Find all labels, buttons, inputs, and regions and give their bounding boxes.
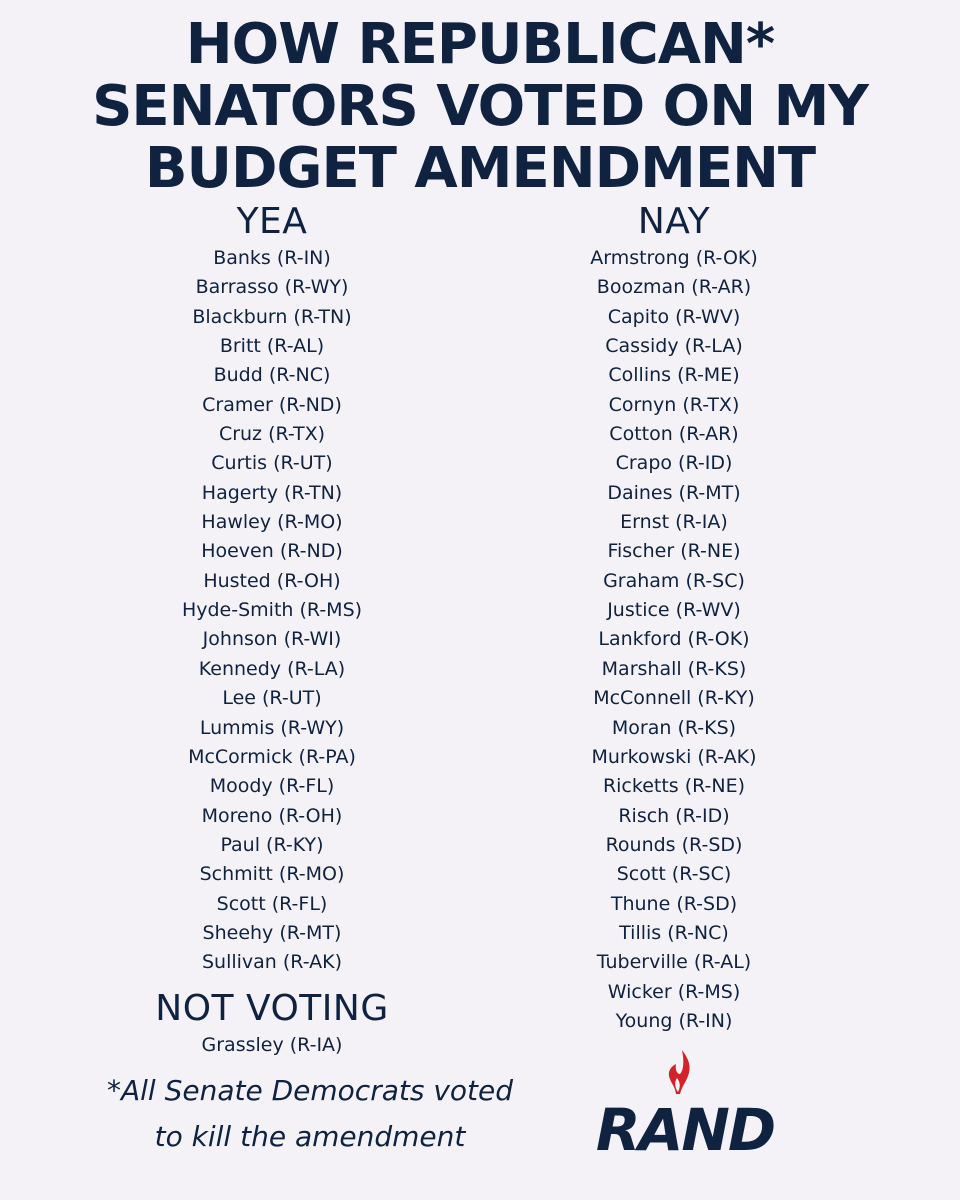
senator-name: Sullivan (R-AK) (201, 951, 343, 974)
senator-name: Tuberville (R-AL) (596, 951, 752, 974)
senator-name: Curtis (R-UT) (211, 452, 333, 475)
senator-name: Blackburn (R-TN) (192, 305, 352, 328)
senator-name: Hoeven (R-ND) (201, 540, 343, 563)
title-line: HOW REPUBLICAN* (185, 12, 775, 77)
senator-name: Hagerty (R-TN) (201, 481, 343, 504)
title-line: SENATORS VOTED ON MY (92, 74, 868, 139)
senator-name: Cramer (R-ND) (202, 393, 342, 416)
senator-name: Lee (R-UT) (222, 687, 322, 710)
senator-name: Britt (R-AL) (219, 335, 325, 358)
senator-name: Hawley (R-MO) (201, 511, 343, 534)
senator-name: Scott (R-SC) (616, 863, 732, 886)
not-voting-heading: NOT VOTING (155, 988, 389, 1029)
senator-name: Risch (R-ID) (618, 804, 730, 827)
senator-name: Armstrong (R-OK) (590, 247, 758, 269)
senator-name: McCormick (R-PA) (188, 745, 356, 768)
footnote-line: *All Senate Democrats voted (106, 1074, 514, 1107)
not-voting-column (122, 987, 422, 1060)
nay-list (524, 244, 824, 1036)
senator-name: Tillis (R-NC) (619, 921, 729, 944)
senator-name: Moran (R-KS) (611, 716, 737, 739)
senator-name: Ricketts (R-NE) (602, 775, 746, 798)
senator-name: Moreno (R-OH) (201, 804, 343, 827)
nay-heading: NAY (637, 201, 711, 242)
yea-list (122, 244, 422, 978)
senator-name: Husted (R-OH) (203, 569, 341, 592)
senator-name: Lankford (R-OK) (598, 628, 750, 651)
senator-name: Sheehy (R-MT) (202, 921, 342, 944)
senator-name: Boozman (R-AR) (596, 276, 752, 299)
title-line: BUDGET AMENDMENT (144, 136, 816, 201)
senator-name: Lummis (R-WY) (199, 716, 345, 739)
senator-name: Johnson (R-WI) (202, 628, 342, 651)
senator-name: Budd (R-NC) (213, 364, 331, 387)
senator-name: Barrasso (R-WY) (195, 276, 349, 299)
senator-name: Thune (R-SD) (610, 892, 738, 915)
senator-name: Cornyn (R-TX) (608, 393, 740, 416)
senator-name: Crapo (R-ID) (615, 452, 733, 475)
senator-name: Kennedy (R-LA) (198, 657, 346, 680)
senator-name: Grassley (R-IA) (201, 1034, 343, 1056)
senator-name: Rounds (R-SD) (605, 833, 743, 856)
nay-column (524, 200, 824, 1036)
footnote (40, 1068, 580, 1160)
page-title (0, 14, 960, 200)
senator-name: Schmitt (R-MO) (199, 863, 345, 886)
senator-name: Scott (R-FL) (216, 892, 328, 915)
rand-logo (580, 1048, 790, 1168)
senator-name: Ernst (R-IA) (620, 511, 728, 534)
senator-name: Wicker (R-MS) (607, 980, 741, 1003)
yea-heading: YEA (236, 201, 308, 242)
senator-name: McConnell (R-KY) (593, 687, 755, 710)
senator-name: Justice (R-WV) (607, 599, 741, 622)
senator-name: Paul (R-KY) (220, 833, 324, 856)
senator-name: Cruz (R-TX) (218, 423, 326, 446)
senator-name: Hyde-Smith (R-MS) (181, 599, 363, 622)
senator-name: Graham (R-SC) (603, 569, 745, 592)
yea-column (122, 200, 422, 978)
logo-text: RAND (595, 1096, 775, 1164)
senator-name: Cassidy (R-LA) (605, 335, 743, 358)
senator-name: Marshall (R-KS) (601, 657, 747, 680)
senator-name: Moody (R-FL) (209, 775, 335, 798)
senator-name: Collins (R-ME) (608, 364, 740, 387)
senator-name: Banks (R-IN) (213, 247, 331, 269)
footnote-line: to kill the amendment (154, 1120, 466, 1153)
senator-name: Fischer (R-NE) (607, 540, 741, 563)
senator-name: Daines (R-MT) (607, 481, 741, 504)
senator-name: Capito (R-WV) (607, 305, 741, 328)
senator-name: Cotton (R-AR) (609, 423, 739, 446)
not-voting-list (122, 1031, 422, 1060)
senator-name: Murkowski (R-AK) (591, 745, 757, 768)
senator-name: Young (R-IN) (615, 1009, 733, 1032)
